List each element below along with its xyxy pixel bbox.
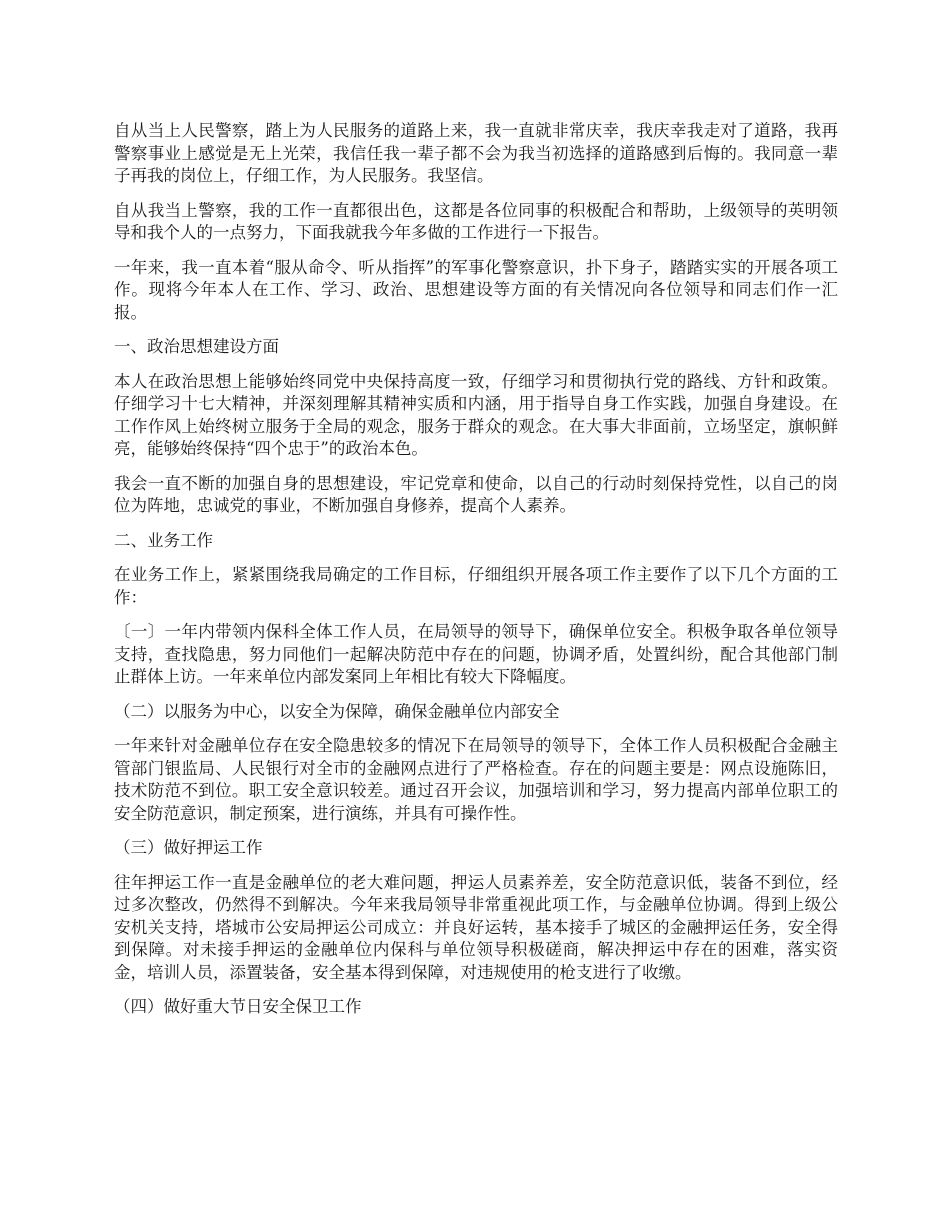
subheading-item-2: （二）以服务为中心，以安全为保障，确保金融单位内部安全 bbox=[114, 701, 560, 721]
paragraph-political-2: 我会一直不断的加强自身的思想建设，牢记党章和使命，以自己的行动时刻保持党性，以自己的岗位为阵地，忠诚党的事业，不断加强自身修养，提高个人素养。 bbox=[114, 473, 838, 515]
document-body bbox=[114, 120, 838, 1031]
paragraph-business-intro: 在业务工作上，紧紧围绕我局确定的工作目标，仔细组织开展各项工作主要作了以下几个方面的工作： bbox=[114, 565, 838, 607]
paragraph-business-item-1: 〔一〕一年内带领内保科全体工作人员，在局领导的领导下，确保单位安全。积极争取各单位领导支持，查找隐患，努力同他们一起解决防范中存在的问题，协调矛盾，处置纠纷，配合其他部门制止群体上访。一年来单位内部发案同上年相比有较大下降幅度。 bbox=[114, 622, 838, 686]
paragraph-business-item-3: 往年押运工作一直是金融单位的老大难问题，押运人员素养差，安全防范意识低，装备不到位，经过多次整改，仍然得不到解决。今年来我局领导非常重视此项工作，与金融单位协调。得到上级公安机关支持，塔城市公安局押运公司成立：并良好运转，基本接手了城区的金融押运任务，安全得到保障。对未接手押运的金融单位内保科与单位领导积极磋商，解决押运中存在的困难，落实资金，培训人员，添置装备，安全基本得到保障，对违规使用的枪支进行了收缴。 bbox=[114, 872, 838, 982]
subheading-item-4: （四）做好重大节日安全保卫工作 bbox=[114, 997, 362, 1016]
paragraph-intro-3: 一年来，我一直本着“服从命令、听从指挥”的军事化警察意识，扑下身子，踏踏实实的开展各项工作。现将今年本人在工作、学习、政治、思想建设等方面的有关情况向各位领导和同志们作一汇报。 bbox=[114, 257, 838, 322]
paragraph-intro-2: 自从我当上警察，我的工作一直都很出色，这都是各位同事的积极配合和帮助，上级领导的英明领导和我个人的一点努力，下面我就我今年多做的工作进行一下报告。 bbox=[114, 200, 838, 242]
paragraph-political-1: 本人在政治思想上能够始终同党中央保持高度一致，仔细学习和贯彻执行党的路线、方针和政策。仔细学习十七大精神，并深刻理解其精神实质和内涵，用于指导自身工作实践，加强自身建设。在工作作风上始终树立服务于全局的观念，服务于群众的观念。在大事大非面前，立场坚定，旗帜鲜亮，能够始终保持“四个忠于”的政治本色。 bbox=[114, 371, 838, 458]
section-heading-political: 一、政治思想建设方面 bbox=[114, 337, 279, 356]
paragraph-business-item-2: 一年来针对金融单位存在安全隐患较多的情况下在局领导的领导下，全体工作人员积极配合金融主管部门银监局、人民银行对全市的金融网点进行了严格检查。存在的问题主要是：网点设施陈旧，技术防范不到位。职工安全意识较差。通过召开会议，加强培训和学习，努力提高内部单位职工的安全防范意识，制定预案，进行演练，并具有可操作性。 bbox=[114, 736, 838, 823]
section-heading-business: 二、业务工作 bbox=[114, 530, 213, 550]
subheading-item-3: （三）做好押运工作 bbox=[114, 838, 263, 857]
paragraph-intro-1: 自从当上人民警察，踏上为人民服务的道路上来，我一直就非常庆幸，我庆幸我走对了道路，我再警察事业上感觉是无上光荣，我信任我一辈子都不会为我当初选择的道路感到后悔的。我同意一辈子再我的岗位上，仔细工作，为人民服务。我坚信。 bbox=[114, 121, 838, 185]
